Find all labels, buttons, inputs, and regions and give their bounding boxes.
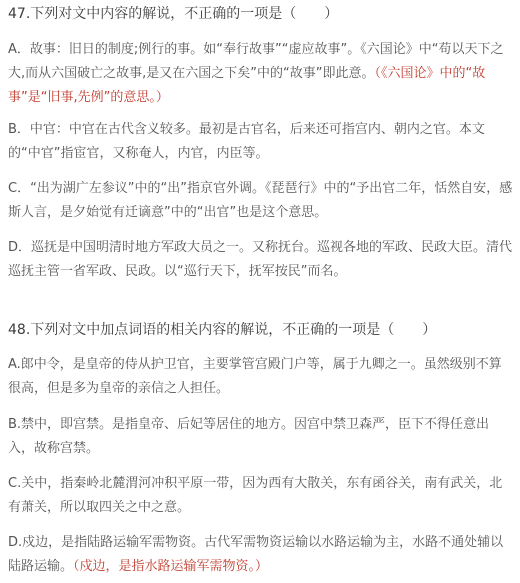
question-48-option-d <box>8 531 514 579</box>
option-d-answer-note: （戍边，是指水路运输军需物资。） <box>73 559 269 574</box>
option-a-answer-note: （《六国论》中的“故事”是“旧事,先例”的意思。） <box>8 66 486 105</box>
question-48-option-a: A.郎中令，是皇帝的侍从护卫官，主要掌管宫殿门户等，属于九卿之一。虽然级别不算很高，但是多为皇帝的亲信之人担任。 <box>8 357 502 396</box>
option-d-text: D.戍边，是指陆路运输军需物资。古代军需物资运输以水路运输为主，水路不通处辅以陆路运输。 <box>8 535 504 574</box>
question-47-option-c: C．“出为湖广左参议”中的“出”指京官外调。《琵琶行》中的“予出官二年，恬然自安，感斯人言，是夕始觉有迁谪意”中的“出官”也是这个意思。 <box>8 181 513 220</box>
question-48-option-c: C.关中，指秦岭北麓渭河冲积平原一带，因为西有大散关，东有函谷关，南有武关，北有萧关，所以取四关之中之意。 <box>8 476 503 515</box>
question-47-option-a <box>8 38 514 110</box>
question-47-option-d: D．巡抚是中国明清时地方军政大员之一。又称抚台。巡视各地的军政、民政大臣。清代巡抚主管一省军政、民政。以“巡行天下，抚军按民”而名。 <box>8 240 513 279</box>
question-47-title: 47.下列对文中内容的解说，不正确的一项是（ ） <box>8 6 339 22</box>
question-48-title: 48.下列对文中加点词语的相关内容的解说，不正确的一项是（ ） <box>8 322 437 338</box>
option-a-text: A．故事：旧日的制度;例行的事。如“奉行故事”“虚应故事”。《六国论》中“苟以天下之大,而从六国破亡之故事,是又在六国之下矣”中的“故事”即此意。 <box>8 42 504 81</box>
question-47-option-b: B．中官：中官在古代含义较多。最初是古官名，后来还可指宫内、朝内之官。本文的“中官”指宦官，又称奄人，内官，内臣等。 <box>8 122 485 161</box>
question-48-option-b: B.禁中，即宫禁。是指皇帝、后妃等居住的地方。因宫中禁卫森严，臣下不得任意出入，故称宫禁。 <box>8 417 490 456</box>
